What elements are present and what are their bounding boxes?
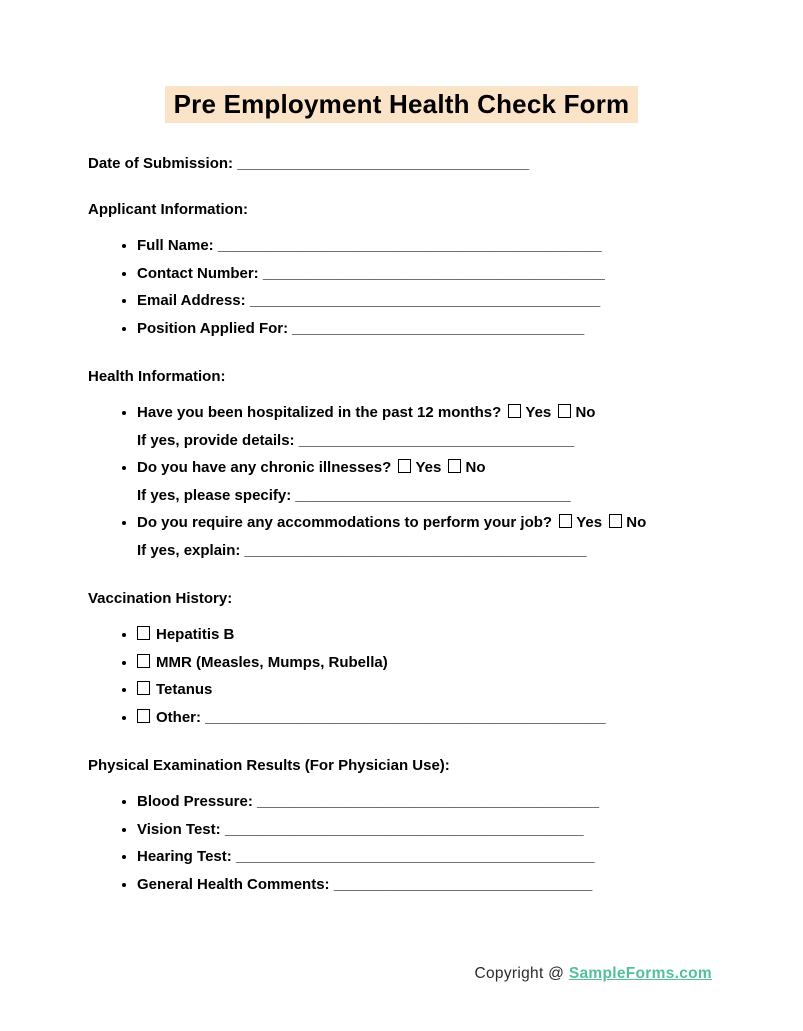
blood-pressure-label: Blood Pressure: [137, 793, 253, 810]
list-item-hepatitis-b [137, 621, 743, 649]
no-label: No [626, 514, 647, 531]
position-applied-for-label: Position Applied For: [137, 319, 289, 337]
date-blank-line: ___________________________________ [237, 155, 530, 172]
checkbox-icon [137, 681, 150, 695]
list-item-contact-number [137, 260, 743, 288]
if-yes-explain-blank-line: _________________________________________ [244, 541, 587, 559]
physical-examination-list [88, 788, 743, 898]
contact-number-blank-line: _________________________________________ [262, 264, 605, 282]
please-specify-label: If yes, please specify: [137, 486, 292, 504]
hearing-test-blank-line: ___________________________________________ [235, 848, 595, 865]
position-applied-for-blank-line: ___________________________________ [292, 319, 585, 337]
checkbox-icon [137, 626, 150, 640]
checkbox-icon [137, 654, 150, 668]
please-specify-blank-line: _________________________________ [295, 486, 571, 504]
checkbox-icon [398, 459, 411, 473]
hearing-test-label: Hearing Test: [137, 848, 232, 865]
date-of-submission-line [88, 153, 743, 175]
tetanus-label: Tetanus [156, 681, 213, 698]
email-address-label: Email Address: [137, 292, 246, 309]
general-health-comments-blank-line: _______________________________ [333, 875, 593, 893]
no-label: No [465, 459, 486, 476]
list-item-accommodations-question [137, 509, 743, 564]
list-item-hospitalized-question [137, 399, 743, 454]
checkbox-icon [559, 514, 572, 528]
checkbox-icon [137, 709, 150, 723]
sampleforms-link[interactable]: SampleForms.com [568, 965, 712, 982]
list-item-general-health-comments [137, 871, 743, 899]
list-item-vision-test [137, 816, 743, 844]
other-vaccine-blank-line: ________________________________________________ [205, 708, 606, 726]
question-line [137, 509, 743, 537]
list-item-hearing-test [137, 843, 743, 871]
yes-label: Yes [415, 459, 442, 476]
followup-line [137, 427, 743, 455]
contact-number-label: Contact Number: [137, 264, 259, 282]
provide-details-blank-line: _________________________________ [298, 431, 575, 449]
list-item-other-vaccine [137, 704, 743, 732]
vaccination-history-list [88, 621, 743, 731]
email-address-blank-line: __________________________________________ [249, 292, 601, 309]
title-row [0, 0, 803, 123]
footer [475, 965, 712, 983]
followup-line [137, 482, 743, 510]
list-item-blood-pressure [137, 788, 743, 816]
list-item-full-name [137, 232, 743, 260]
physical-examination-heading: Physical Examination Results (For Physician Use): [88, 757, 450, 774]
checkbox-icon [609, 514, 622, 528]
list-item-chronic-illness-question [137, 454, 743, 509]
hepatitis-b-label: Hepatitis B [156, 626, 235, 643]
full-name-label: Full Name: [137, 237, 214, 254]
accommodations-question-text: Do you require any accommodations to perform your job? [137, 514, 553, 531]
hospitalized-question-text: Have you been hospitalized in the past 12 months? [137, 404, 502, 421]
general-health-comments-label: General Health Comments: [137, 875, 330, 893]
blood-pressure-blank-line: _________________________________________ [257, 793, 600, 810]
list-item-tetanus [137, 676, 743, 704]
if-yes-explain-label: If yes, explain: [137, 541, 241, 559]
copyright-text: Copyright @ [474, 965, 565, 982]
other-vaccine-label: Other: [156, 708, 201, 726]
health-information-heading: Health Information: [88, 368, 226, 385]
applicant-information-list [88, 232, 743, 342]
vision-test-label: Vision Test: [137, 820, 221, 838]
date-of-submission-label: Date of Submission: [88, 155, 234, 172]
question-line [137, 454, 743, 482]
checkbox-icon [508, 404, 521, 418]
provide-details-label: If yes, provide details: [137, 431, 295, 449]
no-label: No [575, 404, 596, 421]
document-content [0, 153, 803, 898]
checkbox-icon [558, 404, 571, 418]
yes-label: Yes [525, 404, 552, 421]
list-item-email-address [137, 287, 743, 315]
vision-test-blank-line: ___________________________________________ [224, 820, 584, 838]
list-item-mmr [137, 649, 743, 677]
yes-label: Yes [576, 514, 603, 531]
page-title: Pre Employment Health Check Form [165, 86, 639, 123]
question-line [137, 399, 743, 427]
health-information-list [88, 399, 743, 564]
chronic-illness-question-text: Do you have any chronic illnesses? [137, 459, 392, 476]
vaccination-history-heading: Vaccination History: [88, 590, 233, 607]
applicant-information-heading: Applicant Information: [88, 201, 248, 218]
checkbox-icon [448, 459, 461, 473]
followup-line [137, 537, 743, 565]
mmr-label: MMR (Measles, Mumps, Rubella) [156, 653, 388, 671]
full-name-blank-line: ______________________________________________ [217, 237, 602, 254]
list-item-position-applied-for [137, 315, 743, 343]
